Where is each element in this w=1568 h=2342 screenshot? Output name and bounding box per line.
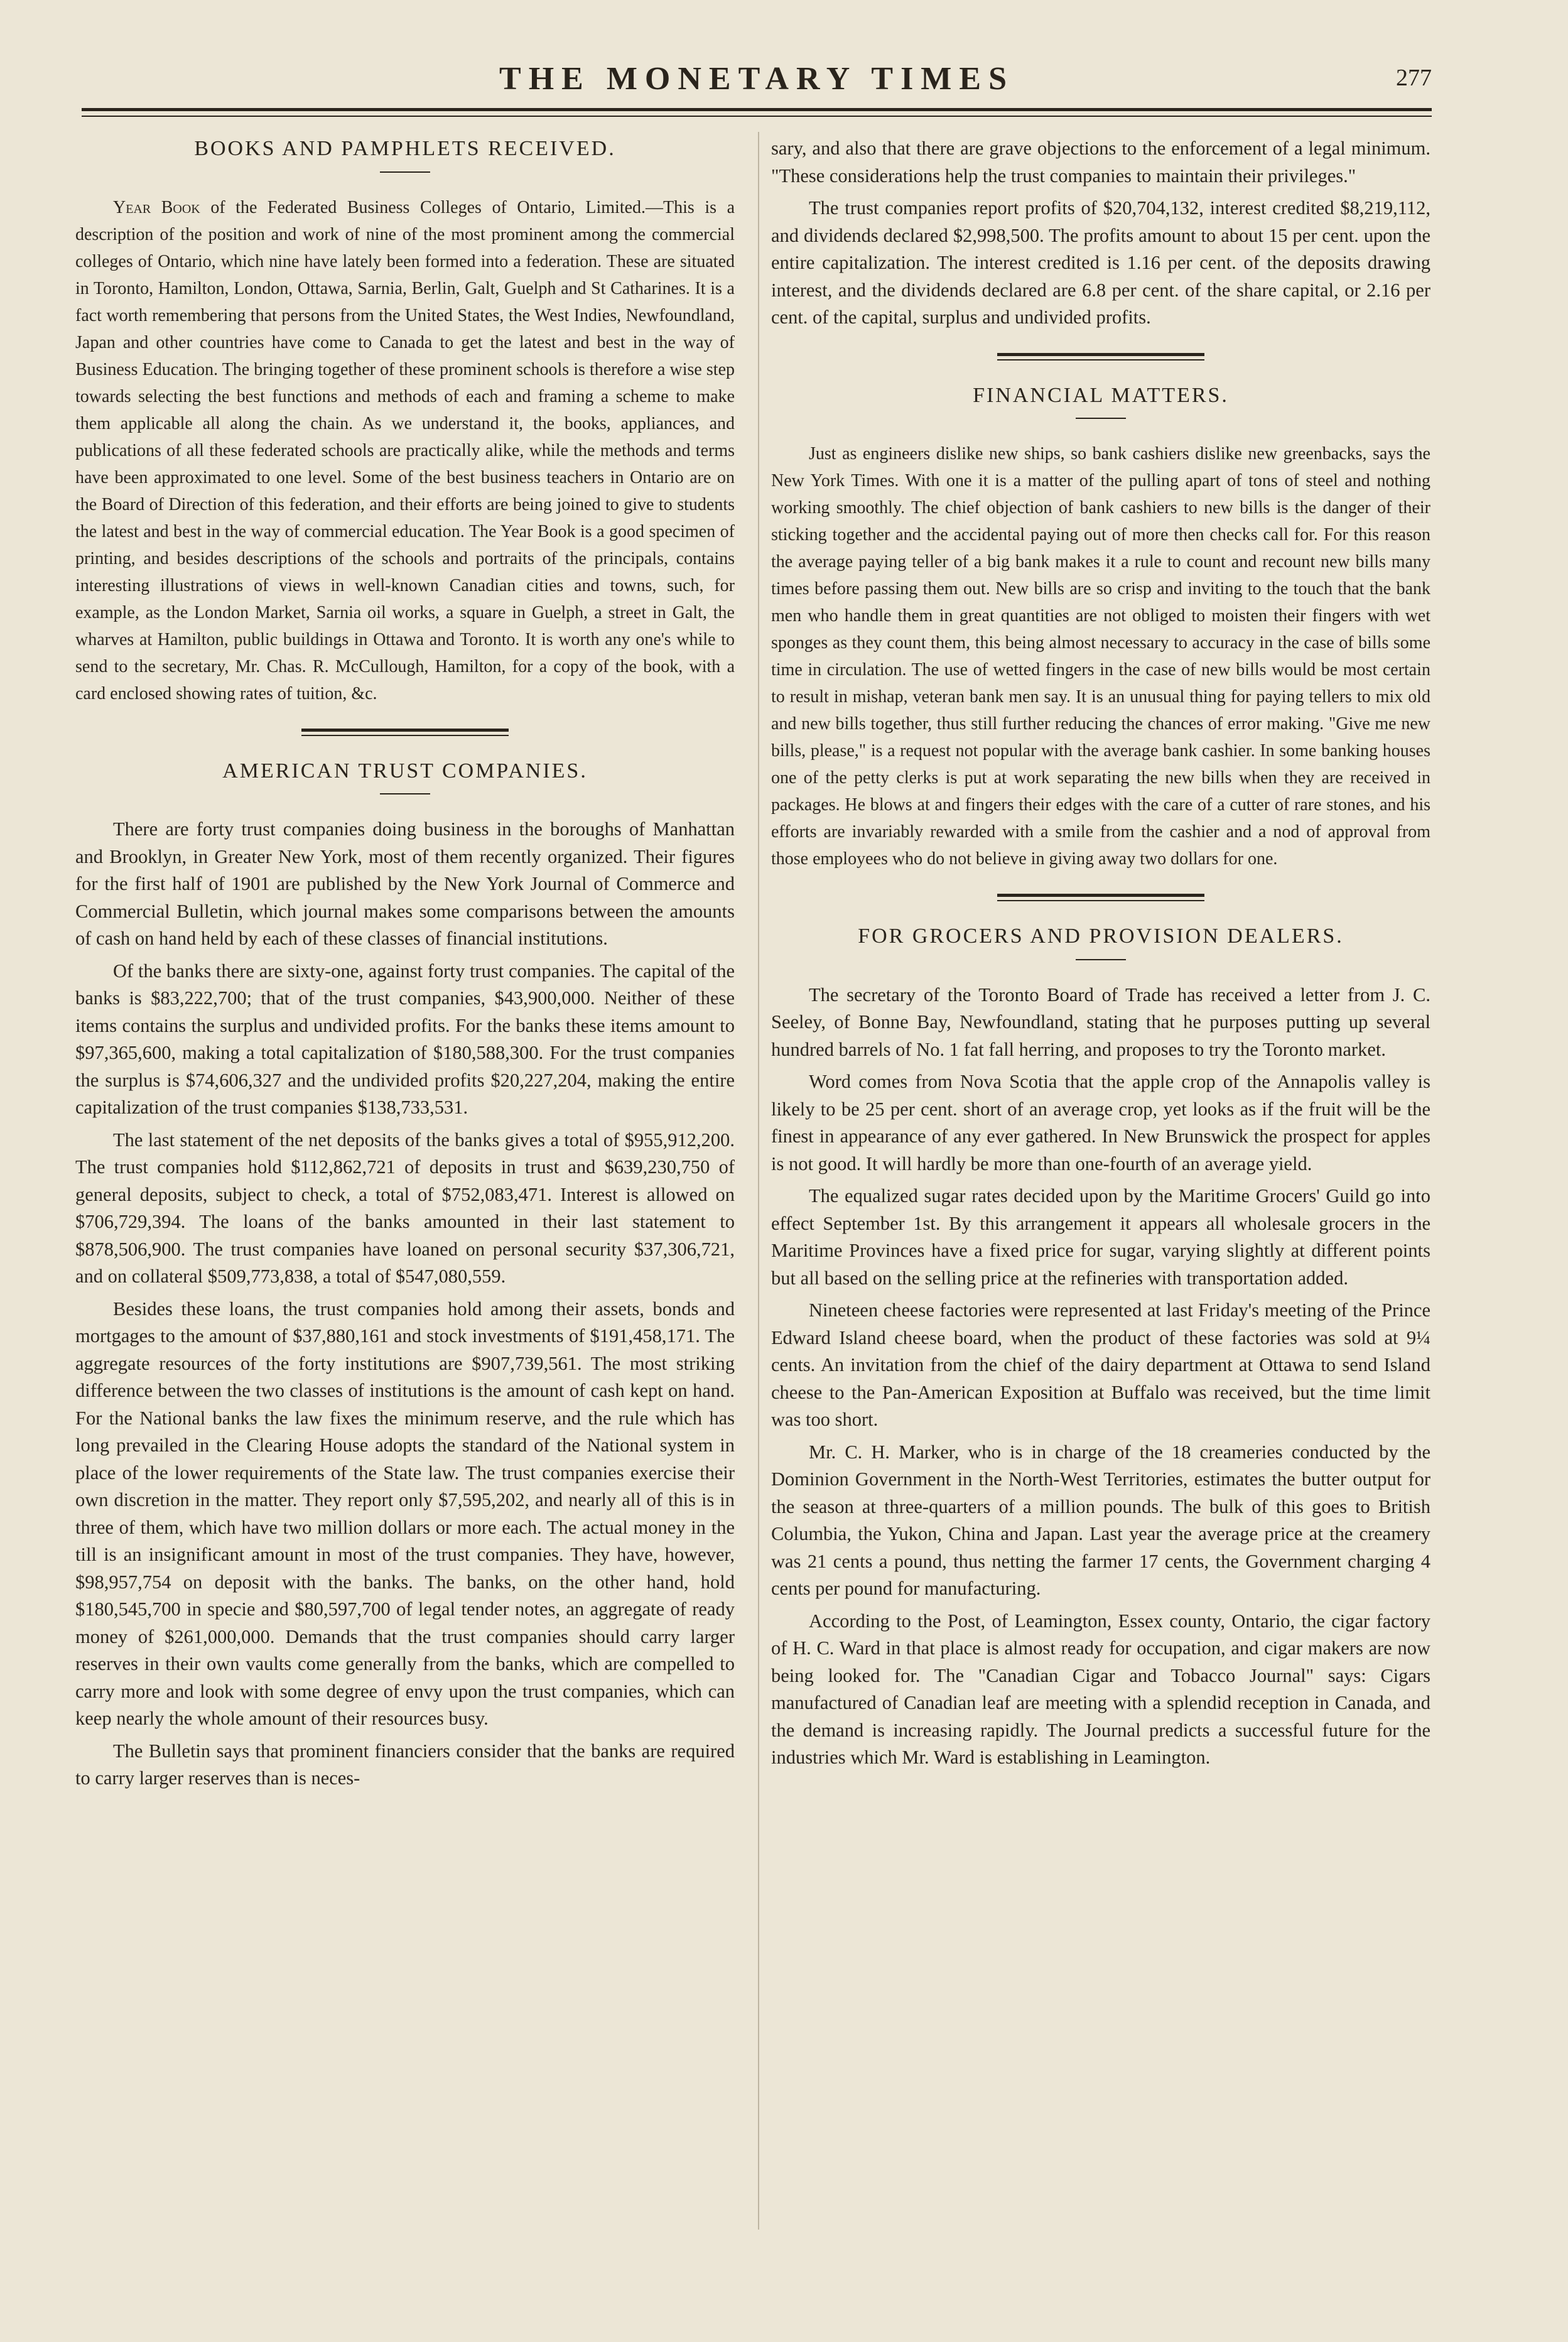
trust-continuation-paragraph: The trust companies report profits of $20,704,132, interest credited $8,219,112, and dividends declared $2,998,500. The profits amount to about 15 per cent. upon the entire capitalization. The interest credited is 1.16 per cent. of the deposits drawing interest, and the dividends declared are 6.8 per cent. of the share capital, or 2.16 per cent. of the capital, surplus and undivided profits. bbox=[771, 197, 1430, 328]
trust-paragraph: The Bulletin says that prominent financiers consider that the banks are required to carry larger reserves than is neces- bbox=[75, 1740, 735, 1789]
trust-paragraph: Of the banks there are sixty-one, against forty trust companies. The capital of the banks is $83,222,700; that of the trust companies, $43,900,000. Neither of these items contains the surplus and undivided profits. For the banks these items amount to $97,365,600, making a total capitalization of $180,588,300. For the trust companies the surplus is $74,606,327 and the undivided profits $20,227,204, making the entire capitalization of the trust companies $138,733,531. bbox=[75, 960, 735, 1118]
trust-paragraph: The last statement of the net deposits of the banks gives a total of $955,912,200. The trust companies hold $112,862,721 of deposits in trust and $639,230,750 of general deposits, subject to check, a total of $752,083,471. Interest is allowed on $706,729,394. The loans of the banks amounted in their last statement to $878,506,900. The trust companies have loaned on personal security $37,306,721, and on collateral $509,773,838, a total of $547,080,559. bbox=[75, 1129, 735, 1287]
section-separator bbox=[997, 353, 1204, 361]
heading-dash bbox=[1076, 418, 1126, 419]
financial-paragraph: Just as engineers dislike new ships, so bank cashiers dislike new greenbacks, says the New York Times. With one it is a matter of the pulling apart of tons of steel and nothing working smoothly. The chief objection of bank cashiers to new bills is the danger of their sticking together and the accidental paying out of more then checks call for. For this reason the average paying teller of a big bank makes it a rule to count and recount new bills many times before passing them out. New bills are so crisp and inviting to the touch that the bank men who handle them in great quantities are not obliged to moisten their fingers with wet sponges as they count them, this being almost necessary to accuracy in the case of bills some time in circulation. The use of wetted fingers in the case of new bills would be most certain to result in mishap, veteran bank men say. It is an unusual thing for paying tellers to mix old and new bills together, thus still further reducing the chances of error making. "Give me new bills, please," is a request not popular with the average bank cashier. In some banking houses one of the petty clerks is put at work separating the new bills when they are received in packages. He blows at and fingers their edges with the care of a cutter of rare stones, and his efforts are invariably rewarded with a smile from the cashier and a nod of approval from those employees who do not believe in giving away two dollars for one. bbox=[771, 444, 1430, 869]
heading-dash bbox=[380, 171, 430, 173]
grocers-paragraph: Mr. C. H. Marker, who is in charge of the 18 creameries conducted by the Dominion Government in the North-West Territories, estimates the butter output for the season at three-quarters of a million pounds. The bulk of this goes to British Columbia, the Yukon, China and Japan. Last year the average price at the creamery was 21 cents a pound, thus netting the farmer 17 cents, the Government charging 4 cents per pound for manufacturing. bbox=[771, 1441, 1430, 1599]
grocers-section bbox=[771, 923, 1430, 1772]
grocers-paragraph: The equalized sugar rates decided upon by the Maritime Grocers' Guild go into effect September 1st. By this arrangement it appears all wholesale grocers in the Maritime Provinces have a fixed price for sugar, varying slightly at different points but all based on the selling price at the refineries with transportation added. bbox=[771, 1185, 1430, 1289]
books-lead: Year Book bbox=[113, 197, 200, 217]
left-column bbox=[75, 135, 735, 1797]
masthead bbox=[82, 60, 1432, 98]
publication-title: THE MONETARY TIMES bbox=[499, 61, 1014, 97]
financial-heading: FINANCIAL MATTERS. bbox=[973, 383, 1229, 407]
grocers-paragraph: Nineteen cheese factories were represented at last Friday's meeting of the Prince Edward Island cheese board, when the product of these factories was sold at 9¼ cents. An invitation from the chief of the dairy department at Ottawa to send Island cheese to the Pan-American Exposition at Buffalo was received, but the time limit was too short. bbox=[771, 1299, 1430, 1430]
books-heading: BOOKS AND PAMPHLETS RECEIVED. bbox=[194, 137, 616, 160]
trust-paragraph: Besides these loans, the trust companies hold among their assets, bonds and mortgages to the amount of $37,880,161 and stock investments of $191,458,171. The aggregate resources of the forty institutions are $907,739,561. The most striking difference between the two classes of institutions is the amount of cash kept on hand. For the National banks the law fixes the minimum reserve, and the rule which has long prevailed in the Clearing House adopts the standard of the National system in place of the lower requirements of the State law. The trust companies exercise their own discretion in the matter. They report only $7,595,202, and nearly all of this is in three of them, which have two million dollars or more each. The actual money in the till is an insignificant amount in most of the trust companies. They have, however, $98,957,754 on deposit with the banks. The banks, on the other hand, hold $180,545,700 in specie and $80,597,700 of legal tender notes, an aggregate of ready money of $261,000,000. Demands that the trust companies should carry larger reserves in their own vaults come generally from the banks, which are compelled to carry more and look with some degree of envy upon the trust companies, which can keep nearly the whole amount of their resources busy. bbox=[75, 1298, 735, 1729]
right-column bbox=[771, 135, 1430, 1777]
page-number: 277 bbox=[1396, 65, 1432, 91]
grocers-heading: FOR GROCERS AND PROVISION DEALERS. bbox=[858, 924, 1344, 948]
section-separator bbox=[301, 729, 509, 736]
heading-dash bbox=[380, 793, 430, 794]
books-paragraph bbox=[75, 194, 735, 707]
grocers-paragraph: The secretary of the Toronto Board of Trade has received a letter from J. C. Seeley, of Bonne Bay, Newfoundland, stating that he purposes putting up several hundred barrels of No. 1 fat fall herring, and proposes to try the Toronto market. bbox=[771, 984, 1430, 1060]
grocers-paragraph: Word comes from Nova Scotia that the apple crop of the Annapolis valley is likely to be 25 per cent. short of an average crop, yet looks as if the fruit will be the finest in appearance of any ever gathered. In New Brunswick the prospect for apples is not good. It will hardly be more than one-fourth of an average yield. bbox=[771, 1071, 1430, 1174]
heading-dash bbox=[1076, 959, 1126, 960]
column-divider bbox=[758, 132, 759, 2230]
financial-section bbox=[771, 382, 1430, 873]
trust-heading: AMERICAN TRUST COMPANIES. bbox=[222, 759, 588, 783]
books-text: of the Federated Business Colleges of Ontario, Limited.—This is a description of the position and work of nine of the most prominent among the commercial colleges of Ontario, which nine have lately been formed into a federation. These are situated in Toronto, Hamilton, London, Ottawa, Sarnia, Berlin, Galt, Guelph and St Catharines. It is a fact worth remembering that persons from the United States, the West Indies, Newfoundland, Japan and other countries have come to Canada to get the latest and best in the way of Business Education. The bringing together of these prominent schools is therefore a wise step towards selecting the best functions and methods of each and framing a scheme to make them applicable all along the chain. As we understand it, the books, appliances, and publications of all these federated schools are practically alike, while the methods and terms have been approximated to one level. Some of the best business teachers in Ontario are on the Board of Direction of this federation, and their efforts are being joined to give to students the latest and best in the way of commercial education. The Year Book is a good specimen of printing, and besides descriptions of the schools and portraits of the principals, contains interesting illustrations of views in well-known Canadian cities and towns, such, for example, as the London Market, Sarnia oil works, a square in Guelph, a street in Galt, the wharves at Hamilton, public buildings in Ottawa and Toronto. It is worth any one's while to send to the secretary, Mr. Chas. R. McCullough, Hamilton, for a copy of the book, with a card enclosed showing rates of tuition, &c. bbox=[75, 197, 735, 703]
trust-paragraph: There are forty trust companies doing business in the boroughs of Manhattan and Brooklyn, in Greater New York, most of them recently organized. Their figures for the first half of 1901 are published by the New York Journal of Commerce and Commercial Bulletin, which journal makes some comparisons between the amounts of cash on hand held by each of these classes of financial institutions. bbox=[75, 818, 735, 949]
grocers-paragraph: According to the Post, of Leamington, Essex county, Ontario, the cigar factory of H. C. Ward in that place is almost ready for occupation, and cigar makers are now being looked for. The "Canadian Cigar and Tobacco Journal" says: Cigars manufactured of Canadian leaf are meeting with a splendid reception in Canada, and the demand is increasing rapidly. The Journal predicts a successful future for the industries which Mr. Ward is establishing in Leamington. bbox=[771, 1610, 1430, 1768]
trust-section bbox=[75, 757, 735, 1792]
trust-continuation-paragraph: sary, and also that there are grave objections to the enforcement of a legal minimum. "These considerations help the trust companies to maintain their privileges." bbox=[771, 138, 1430, 187]
books-section bbox=[75, 135, 735, 707]
trust-continuation bbox=[771, 135, 1430, 332]
header-rule-thin bbox=[82, 116, 1432, 117]
section-separator bbox=[997, 894, 1204, 901]
header-rule-thick bbox=[82, 108, 1432, 111]
